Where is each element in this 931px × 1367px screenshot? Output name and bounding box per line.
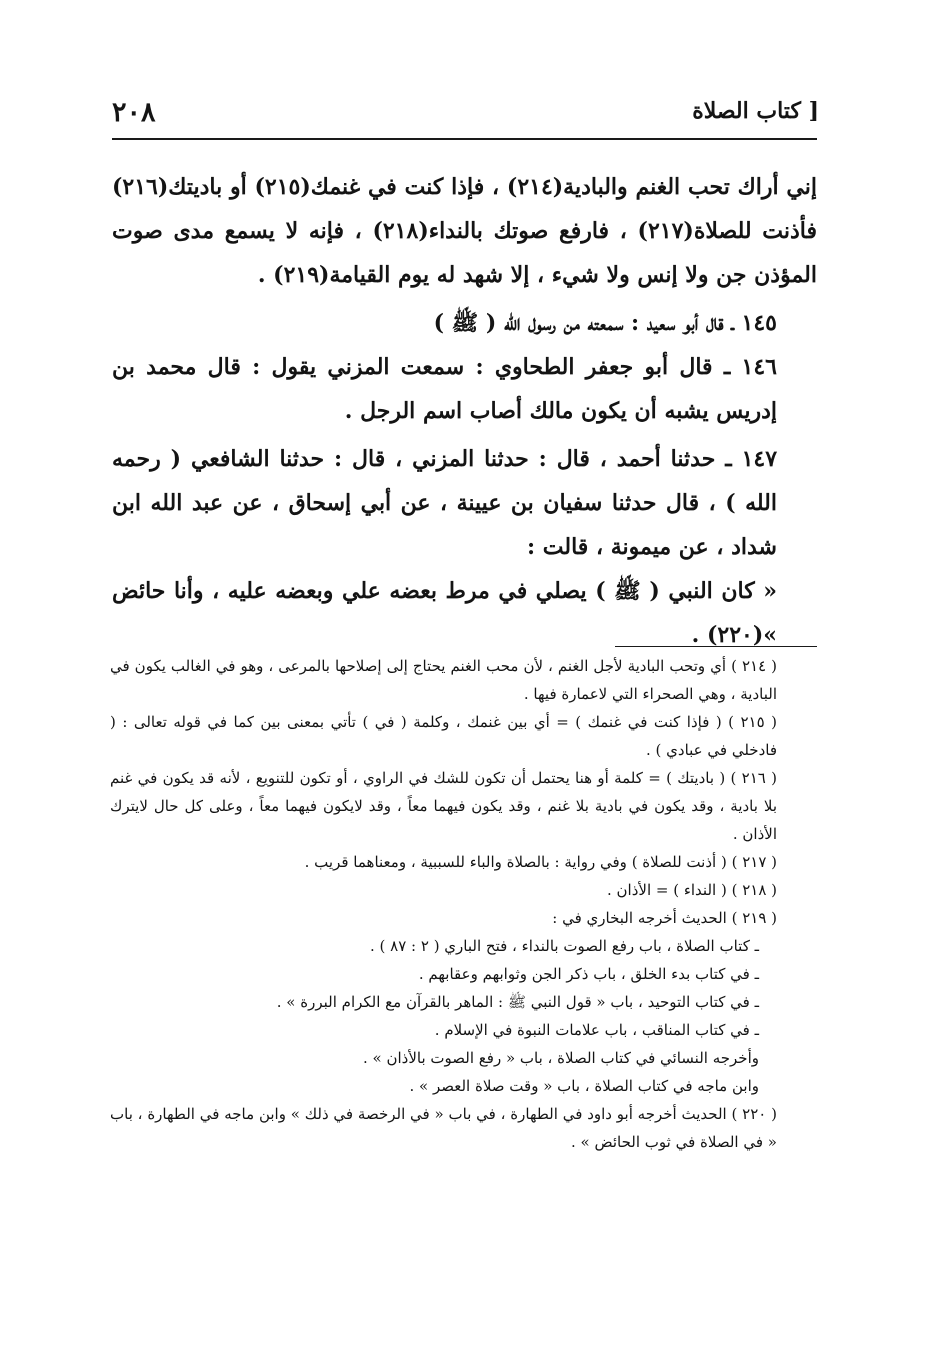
footnote-219-item: ـ في كتاب المناقب ، باب علامات النبوة في الإسلام . <box>434 1021 759 1039</box>
footnote-217: ( ٢١٧ ) ( أذنت للصلاة ) وفي رواية : بالصلاة والباء للسببية ، ومعناهما قريب . <box>304 853 777 871</box>
footnote-215: ( ٢١٥ ) ( فإذا كنت في غنمك ) = أي بين غنمك ، وكلمة ( في ) تأتي بمعنى بين كما في قوله تعالى : ( فادخلي في عبادي ) . <box>110 713 777 759</box>
footnote-separator <box>615 646 817 647</box>
footnote-218: ( ٢١٨ ) ( النداء ) = الأذان . <box>606 881 777 899</box>
header-rule <box>112 138 817 140</box>
hadith-quote: « كان النبي ( ﷺ ) يصلي في مرط بعضه علي وبعضه عليه ، وأنا حائض »(٢٢٠) . <box>112 578 777 648</box>
main-text <box>112 165 817 657</box>
body-paragraph: إني أراك تحب الغنم والبادية(٢١٤) ، فإذا كنت في غنمك(٢١٥) أو باديتك(٢١٦) فأذنت للصلاة(٢١٧) ، فارفع صوتك بالنداء(٢١٨) ، فإنه لا يسمع مدى صوت المؤذن جن ولا إنس ولا شيء ، إلا شهد له يوم القيامة(٢١٩) . <box>112 174 817 288</box>
hadith-145: ١٤٥ ـ قال أبو سعيد : سمعته من رسول الله ( ﷺ ) <box>433 310 777 336</box>
footnote-214: ( ٢١٤ ) أي وتحب البادية لأجل الغنم ، لأن محب الغنم يحتاج إلى إصلاحها بالمرعى ، وهو في الغالب يكون في البادية ، وهي الصحراء التي لاعمارة فيها . <box>110 657 777 703</box>
page-number: ٢٠٨ <box>112 97 156 128</box>
footnote-219-item: ـ في كتاب التوحيد ، باب « قول النبي ﷺ : الماهر بالقرآن مع الكرام البررة » . <box>276 993 759 1011</box>
footnote-220: ( ٢٢٠ ) الحديث أخرجه أبو داود في الطهارة ، في باب « في الرخصة في ذلك » وابن ماجه في الطهارة ، باب « في الصلاة في ثوب الحائض » . <box>110 1105 777 1151</box>
running-title: [ كتاب الصلاة <box>692 98 819 124</box>
footnote-219-intro: ( ٢١٩ ) الحديث أخرجه البخاري في : <box>552 909 777 927</box>
footnote-219-item: ـ في كتاب بدء الخلق ، باب ذكر الجن وثوابهم وعقابهم . <box>418 965 759 983</box>
hadith-146: ١٤٦ ـ قال أبو جعفر الطحاوي : سمعت المزني يقول : قال محمد بن إدريس يشبه أن يكون مالك أصاب اسم الرجل . <box>112 354 777 424</box>
footnote-219-item: وأخرجه النسائي في كتاب الصلاة ، باب « رفع الصوت بالأذان » . <box>363 1049 759 1067</box>
footnote-216: ( ٢١٦ ) ( باديتك ) = كلمة أو هنا يحتمل أن تكون للشك في الراوي ، أو تكون للتنويع ، لأنه قد يكون في غنم بلا بادية ، وقد يكون في بادية بلا غنم ، وقد يكون فيهما معاً ، وقد لايكون فيهما معاً ، وعلى كل حال لايترك الأذان . <box>110 769 777 843</box>
footnotes <box>110 652 817 1156</box>
footnote-219-item: ـ كتاب الصلاة ، باب رفع الصوت بالنداء ، فتح الباري ( ٢ : ٨٧ ) . <box>369 937 759 955</box>
footnote-219-item: وابن ماجه في كتاب الصلاة ، باب « وقت صلاة العصر » . <box>409 1077 759 1095</box>
hadith-147: ١٤٧ ـ حدثنا أحمد ، قال : حدثنا المزني ، قال : حدثنا الشافعي ( رحمه الله ) ، قال حدثنا سفيان بن عيينة ، عن أبي إسحاق ، عن عبد الله ابن شداد ، عن ميمونة ، قالت : <box>112 446 778 560</box>
